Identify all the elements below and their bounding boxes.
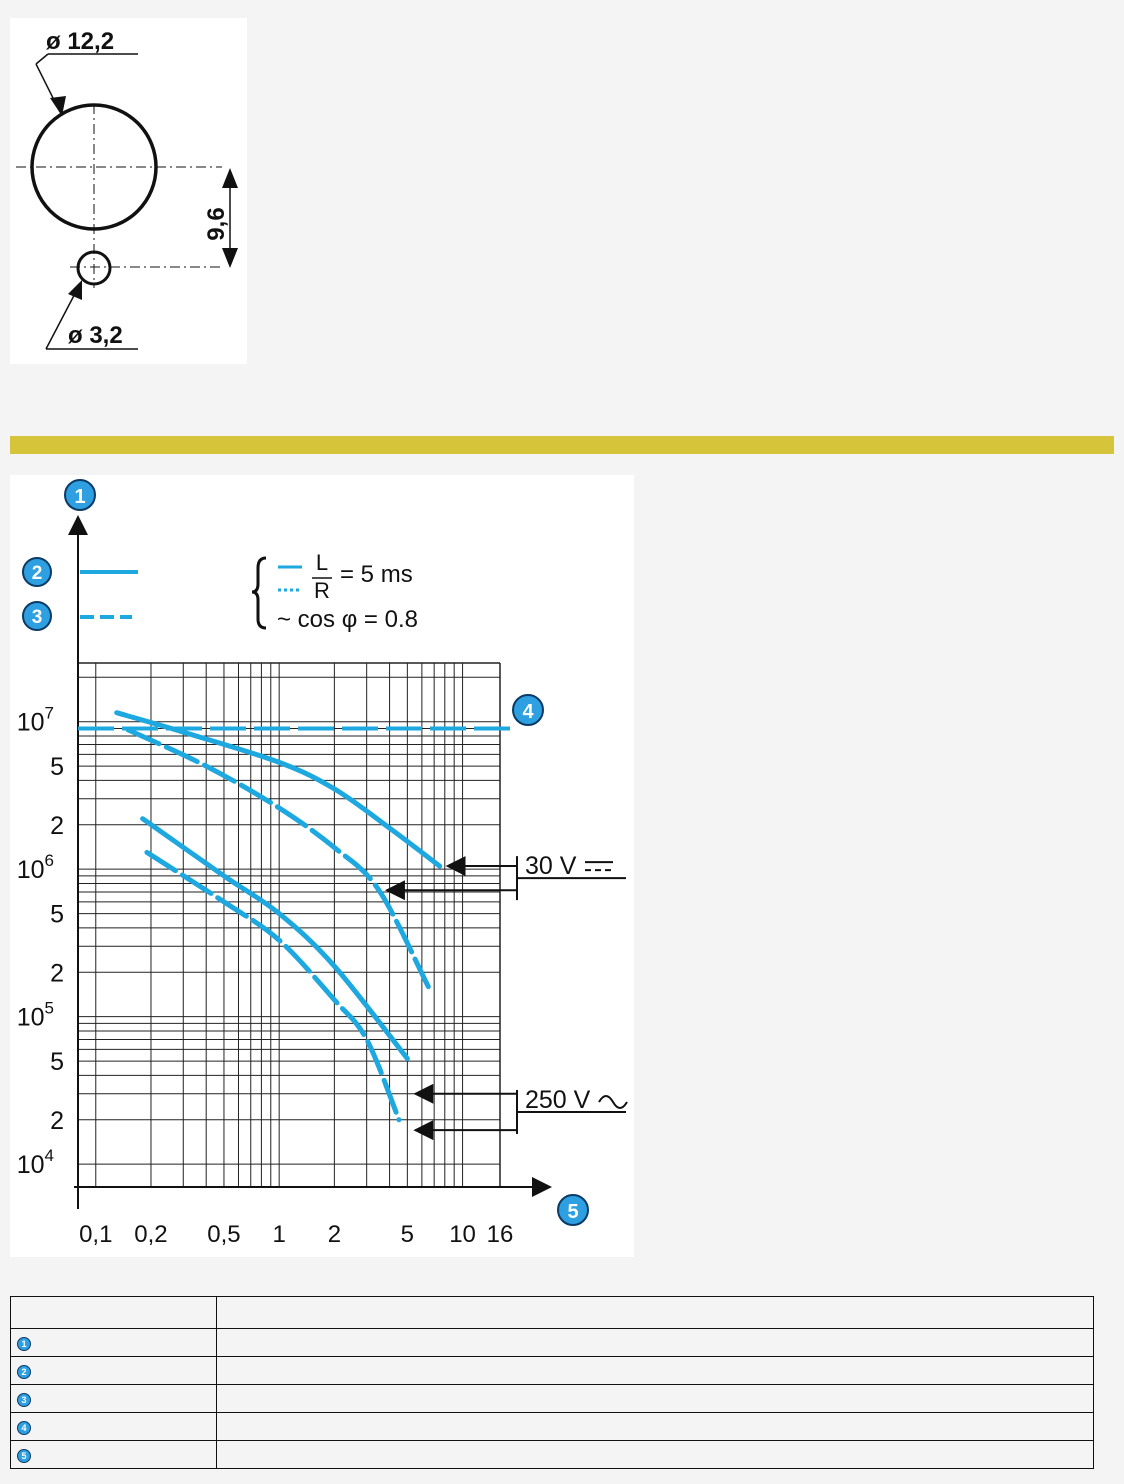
mounting-drawing (10, 18, 247, 364)
legend-brace-group (252, 550, 418, 633)
legend-table-marker-cell (11, 1357, 217, 1385)
x-tick-label: 5 (400, 1221, 415, 1248)
y-tick-label: $10^7$ (16, 703, 54, 737)
spacing-label: 9,6 (203, 207, 230, 241)
x-tick-label: 0,2 (134, 1221, 168, 1248)
cos-phi-label: ~ cos φ = 0.8 (277, 606, 418, 633)
marker-3-label: 3 (31, 607, 43, 628)
spacing-arrow-top (222, 168, 238, 188)
y-tick-label: 2 (50, 811, 64, 840)
legend-table-marker-cell (11, 1385, 217, 1413)
y-tick-label: 2 (50, 959, 64, 988)
y-tick-labels (17, 704, 64, 1179)
y-tick-label: 5 (50, 900, 64, 929)
legend-table-row (11, 1297, 1094, 1329)
legend-table-text-cell (217, 1297, 1094, 1329)
x-tick-labels (79, 1221, 513, 1248)
x-tick-label: 2 (327, 1221, 342, 1248)
series-curve-dashed (128, 730, 428, 987)
x-axis-marker (558, 1195, 588, 1225)
x-tick-label: 10 (449, 1221, 476, 1248)
legend-brace (252, 558, 266, 628)
spacing-arrow-bottom (222, 248, 238, 268)
legend-table-marker-cell (11, 1441, 217, 1469)
legend-table-row (11, 1441, 1094, 1469)
annotations (387, 852, 627, 1134)
x-tick-label: 0,1 (79, 1221, 113, 1248)
y-tick-label: 5 (50, 1048, 64, 1077)
legend-table-marker-cell (11, 1413, 217, 1441)
legend-table-badge: 4 (17, 1421, 31, 1435)
legend-table-text-cell (217, 1385, 1094, 1413)
legend-table-text-cell (217, 1329, 1094, 1357)
x-tick-label: 0,5 (207, 1221, 241, 1248)
legend-table-text-cell (217, 1357, 1094, 1385)
marker-2-label: 2 (31, 563, 43, 584)
legend-table-row (11, 1329, 1094, 1357)
legend-table-badge: 2 (17, 1365, 31, 1379)
section-divider-bar (10, 436, 1114, 454)
legend-table-badge: 1 (17, 1337, 31, 1351)
small-dia-arrow (68, 280, 82, 300)
ac-symbol (599, 1096, 627, 1108)
y-tick-label: $10^5$ (16, 998, 54, 1032)
lr-value: = 5 ms (340, 561, 413, 588)
y-axis-marker (65, 480, 95, 510)
annotation-label: 250 V (525, 1085, 591, 1114)
marker-1-label: 1 (74, 486, 86, 508)
legend (23, 550, 418, 633)
legend-table-marker-cell (11, 1297, 217, 1329)
reference-line-marker (513, 695, 543, 725)
large-dia-label: ø 12,2 (46, 28, 115, 55)
marker-5-label: 5 (567, 1201, 579, 1223)
y-tick-label: $10^4$ (16, 1146, 54, 1180)
y-tick-label: $10^6$ (16, 851, 54, 885)
legend-table (10, 1296, 1094, 1469)
legend-table-badge: 3 (17, 1393, 31, 1407)
marker-4-label: 4 (522, 701, 534, 723)
x-tick-label: 1 (272, 1221, 286, 1248)
legend-table-badge: 5 (17, 1449, 31, 1463)
legend-table-row (11, 1385, 1094, 1413)
lr-numerator: L (315, 550, 329, 575)
annotation-label: 30 V (525, 852, 577, 881)
legend-table-row (11, 1413, 1094, 1441)
x-tick-label: 16 (486, 1221, 514, 1248)
lr-denominator: R (314, 578, 330, 603)
y-tick-label: 2 (50, 1106, 64, 1135)
life-curve-chart (10, 475, 634, 1257)
legend-table-marker-cell (11, 1329, 217, 1357)
chart-svg (10, 475, 634, 1257)
legend-table-row (11, 1357, 1094, 1385)
legend-item-solid (23, 558, 138, 586)
mounting-drawing-svg (10, 18, 247, 364)
small-dia-label: ø 3,2 (68, 322, 123, 349)
legend-table-text-cell (217, 1441, 1094, 1469)
legend-table-text-cell (217, 1413, 1094, 1441)
y-tick-label: 5 (50, 753, 64, 782)
